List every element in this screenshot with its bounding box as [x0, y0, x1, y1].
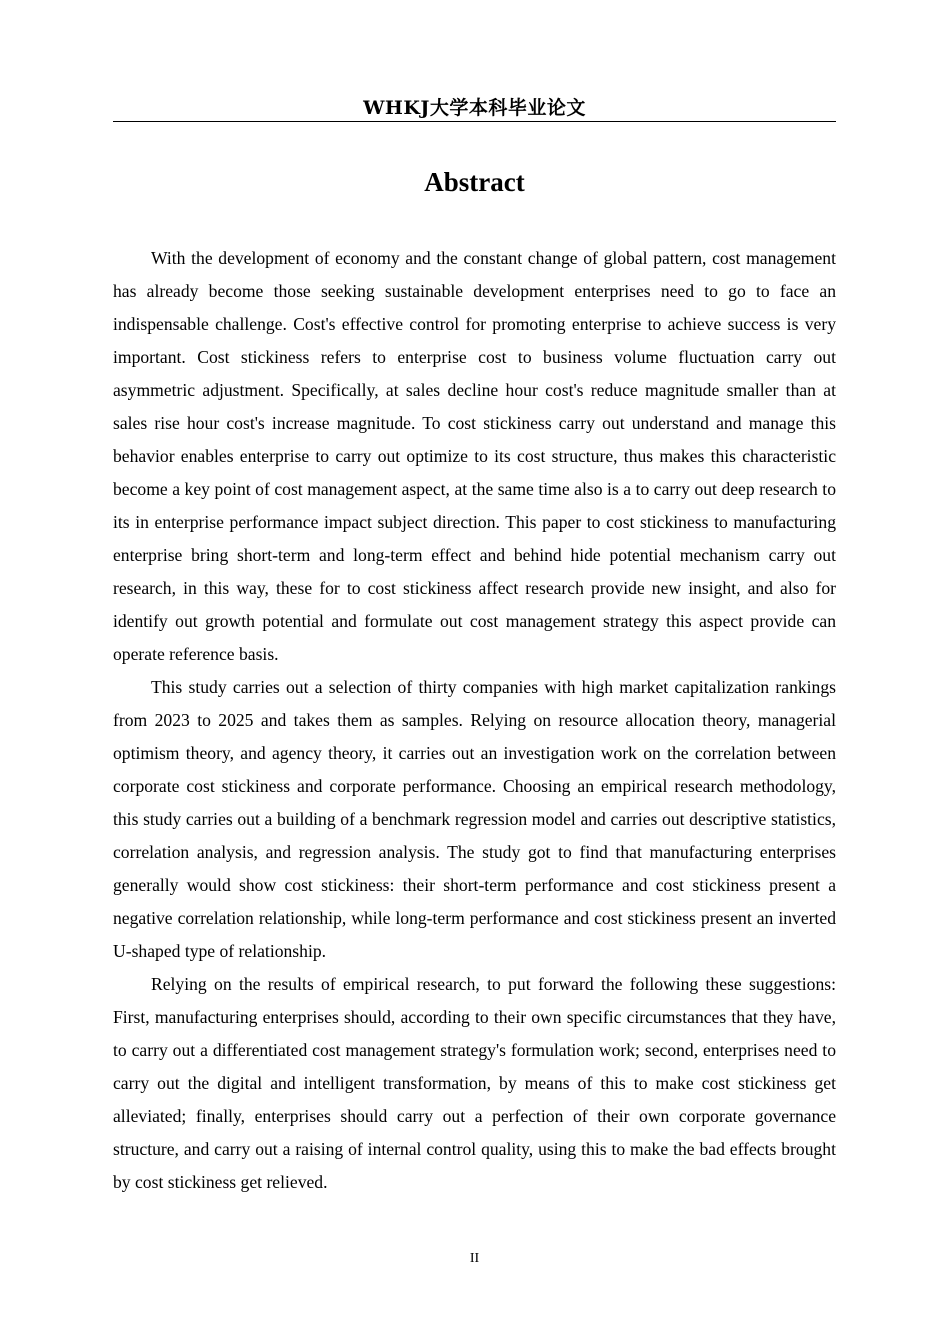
abstract-body: [113, 242, 836, 1199]
page-number: II: [469, 1251, 480, 1266]
abstract-paragraph-1: With the development of economy and the constant change of global pattern, cost management has already become those seeking sustainable development enterprises need to go to face an indispensable challenge. Cost's effective control for promoting enterprise to achieve success is very important. Cost stickiness refers to enterprise cost to business volume fluctuation carry out asymmetric adjustment. Specifically, at sales decline hour cost's reduce magnitude smaller than at sales rise hour cost's increase magnitude. To cost stickiness carry out understand and manage this behavior enables enterprise to carry out optimize to its cost structure, thus makes this characteristic become a key point of cost management aspect, at the same time also is a to carry out deep research to its in enterprise performance impact subject direction. This paper to cost stickiness to manufacturing enterprise bring short-term and long-term effect and behind hide potential mechanism carry out research, in this way, these for to cost stickiness affect research provide new insight, and also for identify out growth potential and formulate out cost management strategy this aspect provide can operate reference basis.: [113, 248, 836, 664]
running-header: WHKJ大学本科毕业论文: [363, 97, 586, 119]
header-rule: [113, 121, 836, 122]
abstract-heading: Abstract: [424, 167, 525, 197]
abstract-paragraph-2: This study carries out a selection of thirty companies with high market capitalization rankings from 2023 to 2025 and takes them as samples. Relying on resource allocation theory, managerial optimism theory, and agency theory, it carries out an investigation work on the correlation between corporate cost stickiness and corporate performance. Choosing an empirical research methodology, this study carries out a building of a benchmark regression model and carries out descriptive statistics, correlation analysis, and regression analysis. The study got to find that manufacturing enterprises generally would show cost stickiness: their short-term performance and cost stickiness present a negative correlation relationship, while long-term performance and cost stickiness present an inverted U-shaped type of relationship.: [113, 677, 836, 961]
abstract-paragraph-3: Relying on the results of empirical research, to put forward the following these suggestions: First, manufacturing enterprises should, according to their own specific circumstances that they have, to carry out a differentiated cost management strategy's formulation work; second, enterprises need to carry out the digital and intelligent transformation, by means of this to make cost stickiness get alleviated; finally, enterprises should carry out a perfection of their own corporate governance structure, and carry out a raising of internal control quality, using this to make the bad effects brought by cost stickiness get relieved.: [113, 974, 836, 1192]
